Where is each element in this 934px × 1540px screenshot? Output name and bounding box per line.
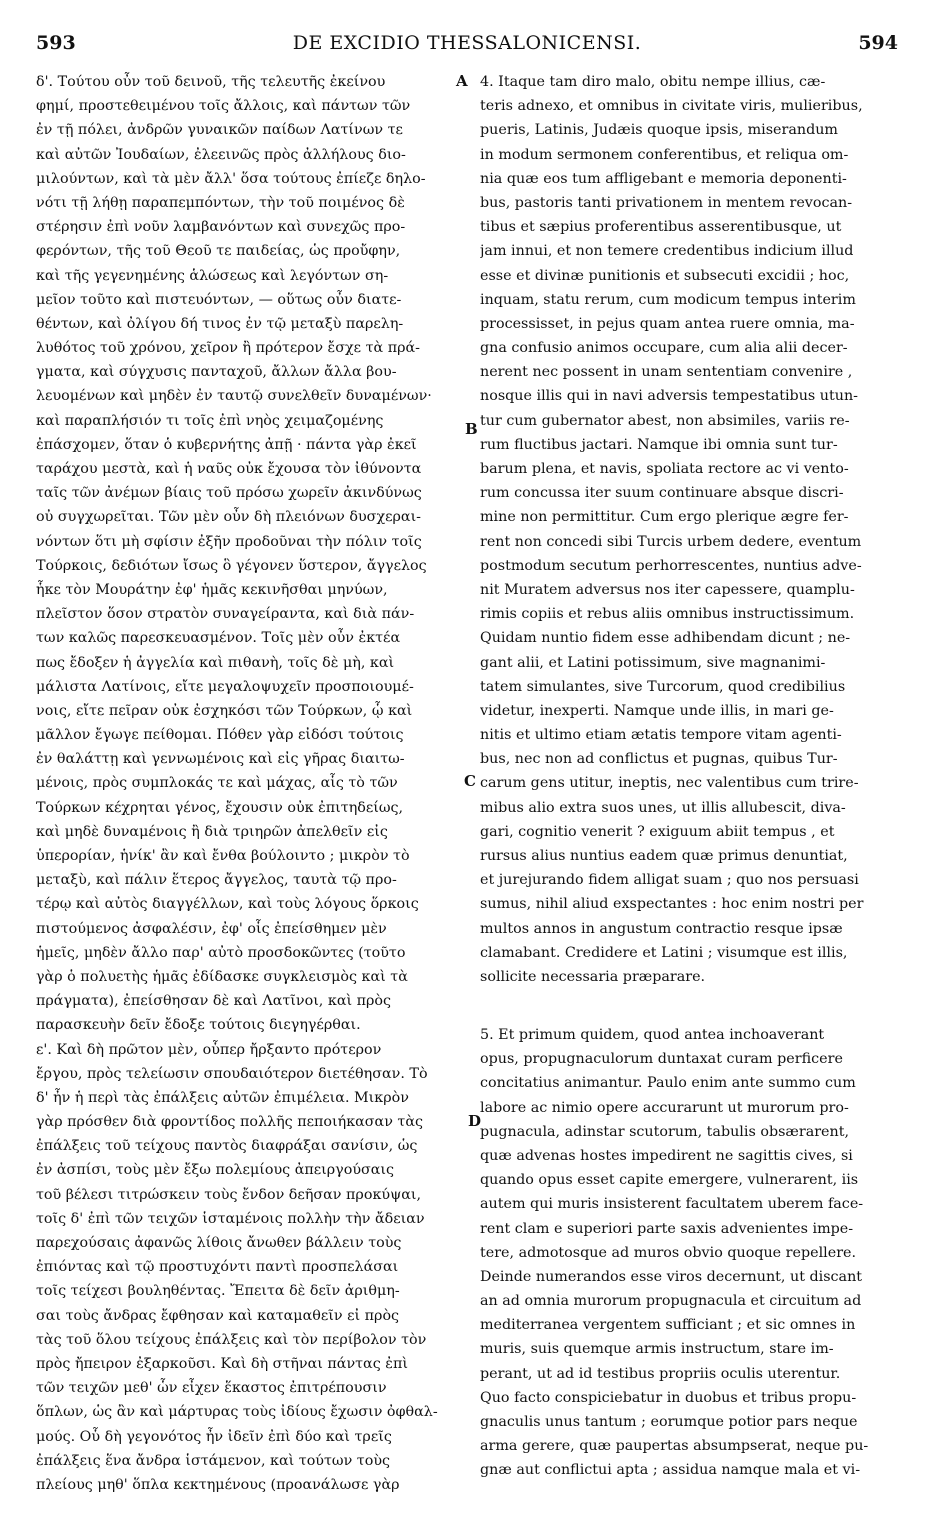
latin-text-line: mine non permittitur. Cum ergo plerique ægre fer- bbox=[480, 509, 849, 526]
greek-text-line: οὐ συγχωρεῖται. Τῶν μὲν οὖν δὴ πλειόνων δυσχεραι- bbox=[36, 509, 422, 526]
greek-text-line: τῶν τειχῶν μεθ' ὧν εἶχεν ἕκαστος ἐπιτρέπουσιν bbox=[36, 1380, 387, 1397]
latin-text-line: quæ advenas hostes impedirent ne sagittis cives, si bbox=[480, 1147, 853, 1164]
greek-text-line: πράγματα), ἐπείσθησαν δὲ καὶ Λατῖνοι, καὶ πρὸς bbox=[36, 993, 392, 1010]
latin-text-line: autem qui muris insisterent facultatem uberem face- bbox=[480, 1196, 864, 1213]
margin-marker-a: A bbox=[456, 72, 468, 90]
greek-text-line: ὅπλων, ὡς ἂν καὶ μάρτυρας τοὺς ἰδίους ἔχωσιν ὀφθαλ- bbox=[36, 1404, 438, 1421]
latin-text-line: rent non concedi sibi Turcis urbem dedere, eventum bbox=[480, 533, 862, 550]
latin-text-line: pugnacula, adinstar scutorum, tabulis obsærarent, bbox=[480, 1123, 850, 1140]
latin-text-line: gna confusio animos occupare, cum alia alii decer- bbox=[480, 340, 848, 357]
greek-text-line: νοις, εἴτε πεῖραν οὐκ ἐσχηκόσι τῶν Τούρκων, ᾧ καὶ bbox=[36, 702, 413, 719]
latin-text-line: 5. Et primum quidem, quod antea inchoaverant bbox=[480, 1027, 825, 1043]
greek-text-line: τοῦ βέλεσι τιτρώσκειν τοὺς ἔνδον δεῆσαν προκύψαι, bbox=[36, 1186, 422, 1203]
greek-text-line: καὶ μηδὲ δυναμένοις ἢ διὰ τριηρῶν ἀπελθεῖν εἰς bbox=[36, 823, 388, 840]
latin-text-line: pueris, Latinis, Judæis quoque ipsis, miserandum bbox=[480, 122, 838, 139]
greek-text-line: γὰρ πρόσθεν διὰ φροντίδος πολλῆς πεποιήκασαν τὰς bbox=[36, 1114, 424, 1131]
latin-text-line: Quidam nuntio fidem esse adhibendam dicunt ; ne- bbox=[480, 630, 851, 647]
greek-text-line: λευομένων καὶ μηδὲν ἐν ταυτῷ συνελθεῖν δυναμένων· bbox=[36, 388, 432, 405]
greek-text-line: δ'. Τούτου οὖν τοῦ δεινοῦ, τῆς τελευτῆς ἐκείνου bbox=[36, 74, 386, 90]
latin-text-line: gant alii, et Latini potissimum, sive magnanimi- bbox=[480, 654, 826, 671]
latin-text-line: gnæ aut conflictui apta ; assidua namque mala et vi- bbox=[480, 1462, 861, 1479]
greek-text-line: καὶ αὐτῶν Ἰουδαίων, ἐλεεινῶς πρὸς ἀλλήλους διο- bbox=[36, 146, 406, 163]
latin-text-line: perant, ut ad id testibus propriis oculis uterentur. bbox=[480, 1365, 841, 1382]
latin-text-line: rimis copiis et rebus aliis omnibus instructissimum. bbox=[480, 606, 855, 623]
greek-text-line: πως ἔδοξεν ἡ ἀγγελία καὶ πιθανὴ, τοῖς δὲ μὴ, καὶ bbox=[36, 654, 395, 671]
greek-text-line: στέρησιν ἐπὶ νοῦν λαμβανόντων καὶ συνεχῶς προ- bbox=[36, 219, 406, 236]
greek-text-line: ἐν θαλάττῃ καὶ γεννωμένοις καὶ εἰς γῆρας διαιτω- bbox=[36, 751, 405, 768]
latin-text-line: nerent nec possent in unam sententiam convenire , bbox=[480, 364, 853, 381]
greek-text-line: σαι τοὺς ἄνδρας ἔφθησαν καὶ καταμαθεῖν εἰ πρὸς bbox=[36, 1307, 400, 1324]
greek-text-line: λυθότος τοῦ χρόνου, χεῖρον ἢ πρότερον ἔσχε τὰ πρά- bbox=[36, 340, 420, 357]
greek-text-line: τέρῳ καὶ αὐτὸς διαγγέλλων, καὶ τοὺς λόγους ὅρκοις bbox=[36, 896, 419, 913]
latin-text-line: postmodum secutum perhorrescentes, nuntius adve- bbox=[480, 557, 862, 574]
latin-text-line: nosque illis qui in navi adversis tempestatibus utun- bbox=[480, 388, 858, 405]
latin-text-column-section-4 bbox=[480, 70, 898, 989]
latin-text-line: concitatius animantur. Paulo enim ante summo cum bbox=[480, 1075, 856, 1092]
greek-text-line: μάλιστα Λατίνοις, εἴτε μεγαλοψυχεῖν προσποιουμέ- bbox=[36, 678, 414, 695]
greek-text-line: νότι τῇ λήθῃ παραπεμπόντων, τὴν τοῦ ποιμένος δὲ bbox=[36, 194, 405, 211]
greek-text-line: ὑπερορίαν, ἡνίκ' ἂν καὶ ἔνθα βούλοιντο ; μικρὸν τὸ bbox=[36, 848, 410, 864]
latin-text-line: sumus, nihil aliud exspectantes : hoc enim nostri per bbox=[480, 896, 864, 913]
margin-marker-b: B bbox=[465, 420, 478, 438]
greek-text-column bbox=[36, 70, 466, 1497]
greek-text-line: πλεῖστον ὅσον στρατὸν συναγείραντα, καὶ διὰ πάν- bbox=[36, 606, 415, 623]
greek-text-line: πιστούμενος ἀσφαλέσιν, ἐφ' οἷς ἐπείσθημεν μὲν bbox=[36, 920, 387, 937]
latin-text-line: inquam, statu rerum, cum modicum tempus interim bbox=[480, 291, 856, 308]
greek-text-line: ταῖς τῶν ἀνέμων βίαις τοῦ πρόσω χωρεῖν ἀκινδύνως bbox=[36, 485, 422, 502]
running-title: DE EXCIDIO THESSALONICENSI. bbox=[292, 32, 642, 54]
latin-text-line: opus, propugnaculorum duntaxat curam perficere bbox=[480, 1051, 843, 1068]
latin-text-line: mediterranea vergentem sufficiant ; et sic omnes in bbox=[480, 1317, 856, 1334]
page-number-left: 593 bbox=[36, 32, 76, 54]
greek-text-line: μᾶλλον ἔγωγε πείθομαι. Πόθεν γὰρ εἰδόσι τούτοις bbox=[36, 727, 404, 744]
latin-text-line: 4. Itaque tam diro malo, obitu nempe illius, cæ- bbox=[480, 74, 826, 90]
greek-text-line: Τούρκων κέχρηται γένος, ἔχουσιν οὐκ ἐπιτηδείως, bbox=[36, 799, 404, 816]
latin-text-line: rum fluctibus jactari. Namque ibi omnia sunt tur- bbox=[480, 436, 838, 453]
latin-text-line: sollicite necessaria præparare. bbox=[480, 968, 706, 985]
greek-text-line: παρασκευὴν δεῖν ἔδοξε τούτοις διεγηγέρθαι. bbox=[36, 1017, 361, 1034]
latin-text-line: jam innui, et non temere credentibus indicium illud bbox=[480, 243, 854, 260]
latin-text-line: rum concussa iter suum continuare absque discri- bbox=[480, 485, 844, 502]
latin-text-line: nitis et ultimo etiam ætatis tempore vitam agenti- bbox=[480, 727, 842, 744]
latin-text-line: rursus alius nuntius eadem quæ primus denuntiat, bbox=[480, 848, 848, 864]
greek-text-line: παρεχούσαις ἀφανῶς λίθοις ἄνωθεν βάλλειν τοὺς bbox=[36, 1235, 402, 1251]
greek-text-line: ἐν ἀσπίσι, τοὺς μὲν ἔξω πολεμίους ἀπειργούσαις bbox=[36, 1162, 395, 1179]
page-header bbox=[36, 32, 898, 62]
greek-text-line: καὶ παραπλήσιόν τι τοῖς ἐπὶ νηὸς χειμαζομένης bbox=[36, 412, 384, 429]
greek-text-line: ἡμεῖς, μηδὲν ἄλλο παρ' αὐτὸ προσδοκῶντες (τοῦτο bbox=[36, 944, 406, 961]
greek-text-line: ἔργου, πρὸς τελείωσιν σπουδαιότερον διετέθησαν. Τὸ bbox=[36, 1065, 428, 1082]
latin-text-line: carum gens utitur, ineptis, nec valentibus cum trire- bbox=[480, 775, 859, 792]
greek-text-line: πλείους μηθ' ὅπλα κεκτημένους (προανάλωσε γὰρ bbox=[36, 1476, 400, 1493]
latin-text-line: processisset, in pejus quam antea ruere omnia, ma- bbox=[480, 315, 855, 332]
greek-text-line: Τούρκοις, δεδιότων ἴσως ὃ γέγονεν ὕστερον, ἄγγελος bbox=[36, 557, 427, 574]
latin-text-line: quando opus esset capite emergere, vulnerarent, iis bbox=[480, 1172, 859, 1189]
greek-text-line: γὰρ ὁ πολυετὴς ἡμᾶς ἐδίδασκε συγκλεισμὸς καὶ τὰ bbox=[36, 968, 408, 985]
greek-text-line: τὰς τοῦ ὅλου τείχους ἐπάλξεις καὶ τὸν περίβολον τὸν bbox=[36, 1331, 427, 1348]
latin-text-line: mibus alio extra suos unes, ut illis allubescit, diva- bbox=[480, 799, 846, 816]
latin-text-line: rent clam e superiori parte saxis advenientes impe- bbox=[480, 1220, 854, 1237]
latin-text-line: tere, admotosque ad muros obvio quoque repellere. bbox=[480, 1244, 857, 1261]
margin-marker-c: C bbox=[464, 772, 476, 790]
latin-text-line: nit Muratem adversus nos iter capessere, quamplu- bbox=[480, 581, 855, 598]
greek-text-line: ἐν τῇ πόλει, ἀνδρῶν γυναικῶν παίδων Λατίνων τε bbox=[36, 122, 403, 139]
latin-text-line: multos annos in angustum contractio resque ipsæ bbox=[480, 920, 843, 937]
latin-text-line: an ad omnia murorum propugnacula et circuitum ad bbox=[480, 1293, 862, 1310]
latin-text-line: gnaculis unus tantum ; eorumque potior pars neque bbox=[480, 1414, 858, 1430]
greek-text-line: πρὸς ἤπειρον ἐξαρκοῦσι. Καὶ δὴ στῆναι πάντας ἐπὶ bbox=[36, 1355, 408, 1372]
latin-text-line: bus, nec non ad conflictus et pugnas, quibus Tur- bbox=[480, 751, 838, 768]
greek-text-line: ἐπάλξεις ἕνα ἄνδρα ἱστάμενον, καὶ τούτων τοὺς bbox=[36, 1452, 391, 1469]
latin-text-line: gari, cognitio venerit ? exiguum abiit tempus , et bbox=[480, 823, 835, 840]
latin-text-line: tibus et sæpius proferentibus asserentibusque, ut bbox=[480, 219, 842, 236]
latin-text-line: Deinde numerandos esse viros decernunt, ut discant bbox=[480, 1268, 863, 1285]
latin-text-line: nia quæ eos tum affligebant e memoria deponenti- bbox=[480, 170, 847, 187]
greek-text-line: φερόντων, τῆς τοῦ Θεοῦ τε παιδείας, ὡς προὔφην, bbox=[36, 243, 401, 260]
latin-text-line: videtur, inexperti. Namque unde illis, in mari ge- bbox=[480, 702, 834, 719]
greek-text-line: ε'. Καὶ δὴ πρῶτον μὲν, οὗπερ ἤρξαντο πρότερον bbox=[36, 1041, 382, 1058]
latin-text-line: muris, suis quemque armis instructum, stare im- bbox=[480, 1341, 834, 1358]
greek-text-line: μεταξὺ, καὶ πάλιν ἕτερος ἄγγελος, ταυτὰ τῷ προ- bbox=[36, 872, 397, 889]
greek-text-line: ἐπάλξεις τοῦ τείχους παντὸς διαφράξαι σανίσιν, ὡς bbox=[36, 1138, 418, 1155]
margin-marker-d: D bbox=[468, 1112, 482, 1130]
greek-text-line: μένοις, πρὸς συμπλοκάς τε καὶ μάχας, αἷς τὸ τῶν bbox=[36, 775, 398, 792]
greek-text-line: μεῖον τοῦτο καὶ πιστευόντων, — οὕτως οὖν διατε- bbox=[36, 291, 402, 308]
latin-text-line: Quo facto conspiciebatur in duobus et tribus propu- bbox=[480, 1389, 857, 1406]
greek-text-line: καὶ τῆς γεγενημένης ἁλώσεως καὶ λεγόντων ση- bbox=[36, 267, 389, 284]
latin-text-line: et jurejurando fidem alligat suam ; quo nos persuasi bbox=[480, 872, 859, 889]
greek-text-line: γματα, καὶ σύγχυσις πανταχοῦ, ἄλλων ἄλλα βου- bbox=[36, 364, 397, 381]
latin-text-line: bus, pastoris tanti privationem in mentem revocan- bbox=[480, 194, 853, 211]
greek-text-line: θέντων, καὶ ὀλίγου δή τινος ἐν τῷ μεταξὺ παρελη- bbox=[36, 315, 404, 332]
greek-text-line: φημί, προστεθειμένου τοῖς ἄλλοις, καὶ πάντων τῶν bbox=[36, 98, 411, 115]
latin-text-line: clamabant. Credidere et Latini ; visumque est illis, bbox=[480, 944, 848, 961]
latin-text-column-section-5 bbox=[480, 1023, 898, 1483]
greek-text-line: τοῖς τείχεσι βουληθέντας. Ἔπειτα δὲ δεῖν ἀριθμη- bbox=[36, 1283, 400, 1300]
greek-text-line: νόντων ὅτι μὴ σφίσιν ἐξῆν προδοῦναι τὴν πόλιν τοῖς bbox=[36, 533, 422, 550]
greek-text-line: μούς. Οὗ δὴ γεγονότος ἦν ἰδεῖν ἐπὶ δύο καὶ τρεῖς bbox=[36, 1428, 392, 1445]
greek-text-line: ἧκε τὸν Μουράτην ἐφ' ἡμᾶς κεκινῆσθαι μηνύων, bbox=[36, 581, 388, 598]
latin-text-line: tatem simulantes, sive Turcorum, quod credibilius bbox=[480, 678, 846, 695]
latin-text-line: esse et divinæ punitionis et subsecuti excidii ; hoc, bbox=[480, 267, 850, 284]
page-number-right: 594 bbox=[858, 32, 898, 54]
latin-text-line: barum plena, et navis, spoliata rectore ac vi vento- bbox=[480, 461, 849, 477]
greek-text-line: τοῖς δ' ἐπὶ τῶν τειχῶν ἱσταμένοις πολλὴν τὴν ἄδειαν bbox=[36, 1210, 425, 1227]
latin-text-line: labore ac nimio opere accurarunt ut murorum pro- bbox=[480, 1099, 849, 1116]
greek-text-line: μιλούντων, καὶ τὰ μὲν ἄλλ' ὅσα τούτους ἐπίεζε δηλο- bbox=[36, 170, 426, 187]
latin-text-line: tur cum gubernator abest, non absimiles, variis re- bbox=[480, 412, 850, 429]
latin-text-line: teris adnexo, et omnibus in civitate viris, mulieribus, bbox=[480, 98, 863, 115]
greek-text-line: δ' ἦν ἡ περὶ τὰς ἐπάλξεις αὐτῶν ἐπιμέλεια. Μικρὸν bbox=[36, 1089, 409, 1106]
greek-text-line: ἐπιόντας καὶ τῷ προστυχόντι παντὶ προσπελάσαι bbox=[36, 1259, 399, 1276]
greek-text-line: ἐπάσχομεν, ὅταν ὁ κυβερνήτης ἀπῇ · πάντα γὰρ ἐκεῖ bbox=[36, 436, 417, 453]
greek-text-line: ταράχου μεστὰ, καὶ ἡ ναῦς οὐκ ἔχουσα τὸν ἰθύνοντα bbox=[36, 461, 422, 477]
latin-text-line: in modum sermonem conferentibus, et reliqua om- bbox=[480, 146, 849, 163]
latin-text-line: arma gerere, quæ paupertas absumpserat, neque pu- bbox=[480, 1438, 869, 1455]
greek-text-line: των καλῶς παρεσκευασμένον. Τοῖς μὲν οὖν ἐκτέα bbox=[36, 630, 401, 647]
